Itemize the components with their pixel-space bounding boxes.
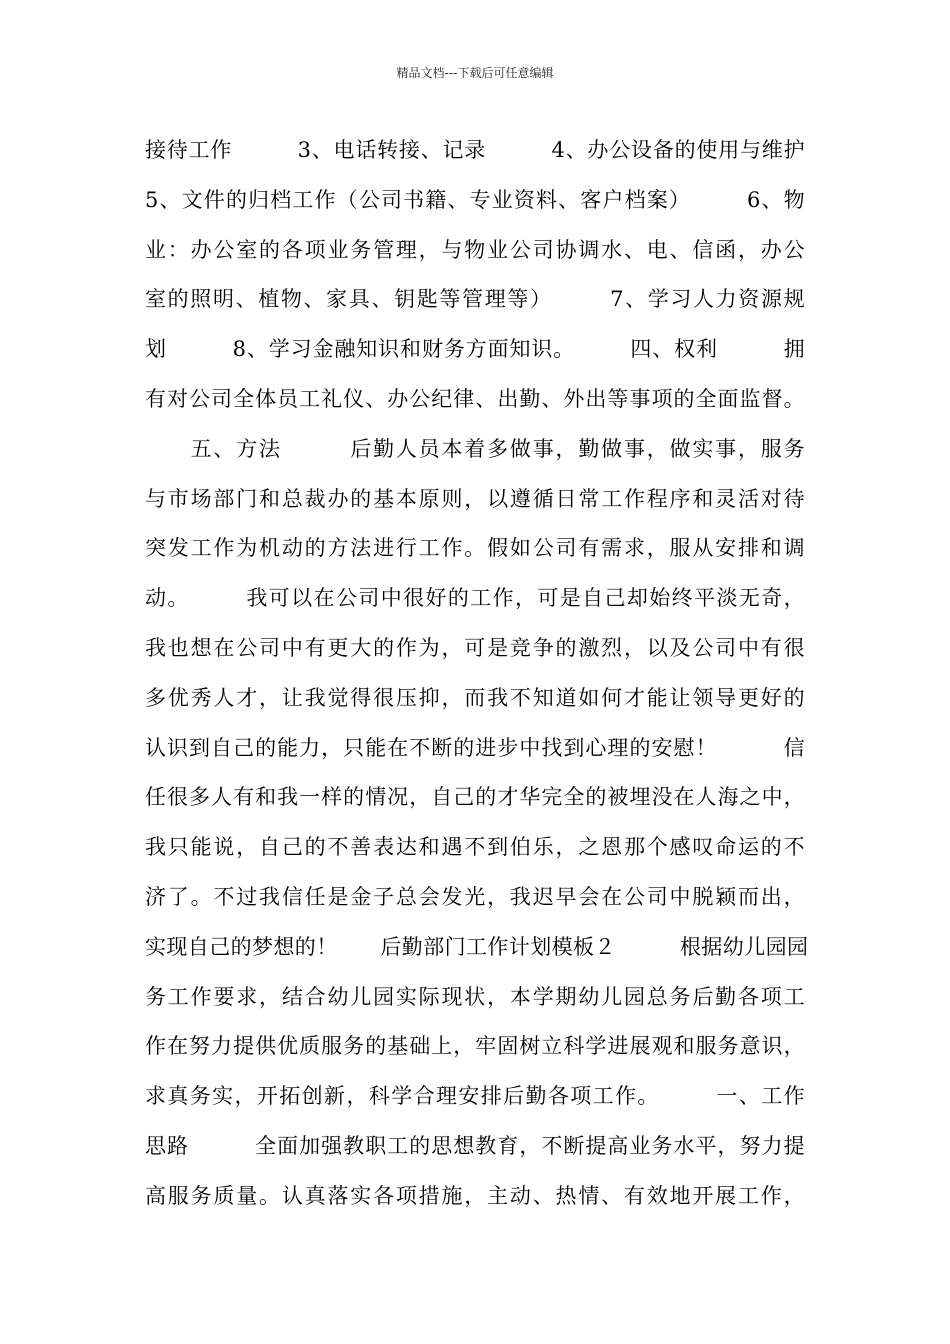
body-line: 我只能说，自己的不善表达和遇不到伯乐，之恩那个感叹命运的不 xyxy=(145,835,805,859)
body-line: 任很多人有和我一样的情况，自己的才华完全的被埋没在人海之中， xyxy=(145,785,805,809)
body-line: 多优秀人才，让我觉得很压抑，而我不知道如何才能让领导更好的 xyxy=(145,686,805,710)
body-line: 室的照明、植物、家具、钥匙等管理等） 7、学习人力资源规 xyxy=(145,287,805,311)
body-line: 与市场部门和总裁办的基本原则，以遵循日常工作程序和灵活对待 xyxy=(145,487,805,511)
body-line: 业：办公室的各项业务管理，与物业公司协调水、电、信函，办公 xyxy=(145,238,805,262)
body-line: 思路 全面加强教职工的思想教育，不断提高业务水平，努力提 xyxy=(145,1134,805,1158)
body-line: 认识到自己的能力，只能在不断的进步中找到心理的安慰！ 信 xyxy=(145,736,805,760)
body-line: 接待工作 3、电话转接、记录 4、办公设备的使用与维护 xyxy=(145,138,805,162)
page-header: 精品文档---下载后可任意编辑 xyxy=(396,66,554,80)
body-line: 求真务实，开拓创新，科学合理安排后勤各项工作。 一、工作 xyxy=(145,1084,805,1108)
body-line: 有对公司全体员工礼仪、办公纪律、出勤、外出等事项的全面监督。 xyxy=(145,387,805,411)
body-line: 高服务质量。认真落实各项措施，主动、热情、有效地开展工作， xyxy=(145,1184,805,1208)
body-line: 务工作要求，结合幼儿园实际现状，本学期幼儿园总务后勤各项工 xyxy=(145,985,805,1009)
body-line: 实现自己的梦想的！ 后勤部门工作计划模板２ 根据幼儿园园 xyxy=(145,935,809,959)
body-line: 动。 我可以在公司中很好的工作，可是自己却始终平淡无奇， xyxy=(145,586,805,610)
body-line: 划 8、学习金融知识和财务方面知识。 四、权利 拥 xyxy=(145,337,805,361)
body-line: 济了。不过我信任是金子总会发光，我迟早会在公司中脱颖而出， xyxy=(145,885,805,909)
body-line: 我也想在公司中有更大的作为，可是竞争的激烈，以及公司中有很 xyxy=(145,636,805,660)
body-line: 突发工作为机动的方法进行工作。假如公司有需求，服从安排和调 xyxy=(145,536,805,560)
body-line: 作在努力提供优质服务的基础上，牢固树立科学进展观和服务意识， xyxy=(145,1034,805,1058)
body-line: 五、方法 后勤人员本着多做事，勤做事，做实事，服务 xyxy=(145,437,805,461)
body-line: 5、文件的归档工作（公司书籍、专业资料、客户档案） 6、物 xyxy=(145,188,805,212)
